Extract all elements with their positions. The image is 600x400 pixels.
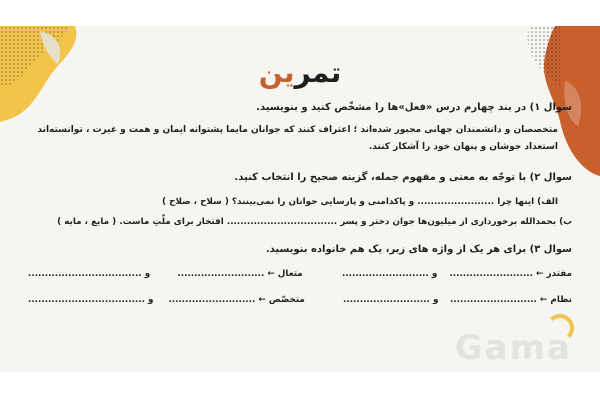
question-3-row-1 (28, 264, 572, 284)
slide (0, 26, 600, 372)
question-1-heading: سوال ۱) در بند چهارم درس «فعل»ها را مشخّص کنید و بنویسید. (256, 102, 572, 113)
question-3-heading: سوال ۳) برای هر یک از واژه های زیر، یک هم خانواده بنویسید. (265, 244, 572, 255)
q3-row2-answer1: و .......................... (343, 295, 439, 305)
title-part-1: تمر (294, 56, 342, 89)
question-3-row-2 (28, 290, 572, 310)
q3-row1-answer2: و .................................. (28, 269, 151, 279)
q3-row1-answer1: و .......................... (341, 269, 438, 279)
question-2-item-a: الف) اینها چرا ....................... و پاکدامنی و پارسایی جوانان را نمی‌بینند؟ ( سلاح ، صلاح ) (162, 197, 558, 207)
page-title (0, 56, 600, 89)
watermark-text: Gama (454, 328, 572, 368)
q3-row2-answer2: و ................................... (28, 295, 154, 305)
q3-row2-word2: متخصّص ← .......................... (168, 295, 305, 305)
q3-row1-word2: متعال ← .......................... (177, 269, 303, 279)
title-part-2: ین (258, 56, 295, 89)
worksheet-content (28, 100, 572, 310)
q3-row2-word1: نظام ← .......................... (449, 295, 572, 305)
question-2-item-b: ب) بحمدالله برخورداری از میلیون‌ها جوان دختر و پسر ................................. افتخار برای ملّتِ ماست. ( مایع ، مایه ) (57, 217, 572, 227)
question-1-paragraph: متخصصان و دانشمندان جهانی مجبور شده‌اند ؛ اعتراف کنند که جوانان مایما پشتوانه ایمان و همت و غیرت ، توانسته‌اند استعداد جوشان و پنهان خود را آشکار کنند. (37, 125, 558, 152)
q3-row1-word1: مقتدر ← ......................... (449, 269, 572, 279)
question-2-heading: سوال ۲) با توجّه به معنی و مفهوم جمله، گزینه صحیح را انتخاب کنید. (234, 172, 572, 183)
